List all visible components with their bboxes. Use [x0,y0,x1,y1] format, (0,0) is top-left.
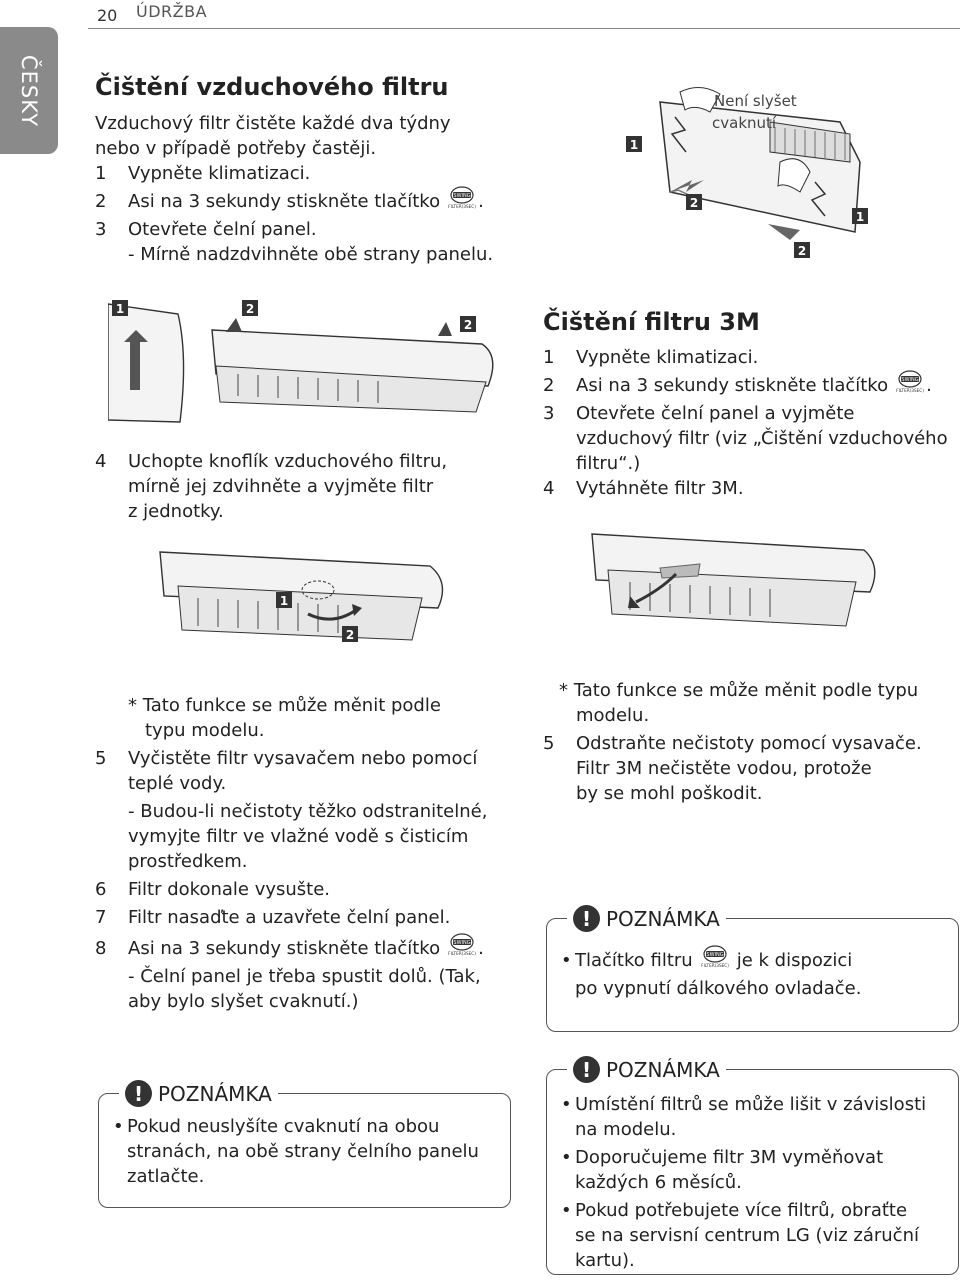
page-number: 20 [97,6,118,25]
svg-text:1: 1 [629,138,639,152]
step-text: Otevřete čelní panel a vyjměte [576,403,855,424]
note-body: • Tlačítko filtru SWING FILTER(3SEC) je k dispozici po vypnutí dálkového ovladače. [561,945,951,1001]
svg-text:SWING: SWING [901,377,919,383]
svg-text:2: 2 [345,628,355,642]
note-box-filter-button [546,906,959,1032]
svg-text:1: 1 [279,594,289,608]
step-text: Vytáhněte filtr 3M. [576,478,744,499]
step-end: . [478,191,484,212]
air-filter-intro [95,111,515,267]
step-text: Vypněte klimatizaci. [576,347,759,368]
swing-filter-button-icon [446,186,478,217]
note-text: je k dispozici [736,950,853,971]
warning-icon: ! [573,905,600,932]
step-number: 5 [95,748,107,769]
step-2 [95,186,515,217]
swing-filter-button-icon [894,370,926,401]
note-text-cont: každých 6 měsíců. [575,1172,742,1193]
swing-filter-button-icon [699,945,731,976]
step-1 [95,161,515,186]
svg-text:FILTER(3SEC): FILTER(3SEC) [700,963,729,968]
step-number: 3 [543,403,555,424]
step-text-cont: mírně jej zdvihněte a vyjměte filtr [128,476,434,497]
svg-text:2: 2 [463,318,473,332]
note-header [567,905,726,932]
footnote-line-2: modelu. [576,705,650,726]
warning-icon: ! [125,1080,152,1107]
step-text-cont: Filtr 3M nečistěte vodou, protože [576,758,872,779]
note-text-cont: stranách, na obě strany čelního panelu [127,1141,479,1162]
note-header [119,1080,278,1107]
filter-3m-steps [543,345,957,501]
step-5-sub: vymyjte filtr ve vlažné vodě s čisticím [128,826,469,847]
step-text: Asi na 3 sekundy stiskněte tlačítko [576,375,889,396]
warning-icon: ! [573,1056,600,1083]
filter-3m-title: Čištění filtru 3M [543,308,760,336]
footnote-line-1: * Tato funkce se může měnit podle [128,695,441,716]
step-number: 4 [95,451,107,472]
step-number: 1 [543,347,555,368]
remove-3m-filter-illustration [590,528,880,644]
step-text: Asi na 3 sekundy stiskněte tlačítko [128,191,441,212]
step-3-sub: - Mírně nadzdvihněte obě strany panelu. [128,244,494,265]
svg-text:SWING: SWING [706,952,724,958]
step-text-cont: by se mohl poškodit. [576,783,763,804]
note-box-click [98,1081,511,1208]
step-number: 4 [543,478,555,499]
step-number: 6 [95,879,107,900]
step-6 [95,877,520,902]
step-text: Uchopte knoflík vzduchového filtru, [128,451,448,472]
step-number: 2 [95,191,107,212]
note-text: Pokud neuslyšíte cvaknutí na obou [127,1116,440,1137]
step-5 [543,731,957,756]
svg-text:SWING: SWING [453,940,471,946]
note-text-cont: na modelu. [575,1119,677,1140]
note-text: Doporučujeme filtr 3M vyměňovat [575,1147,884,1168]
step-5 [95,746,520,771]
note-text: Tlačítko filtru [575,950,693,971]
step-number: 7 [95,907,107,928]
air-filter-title: Čištění vzduchového filtru [95,73,449,101]
filter-3m-steps-lower [543,678,957,806]
note-box-3m-filter [546,1057,959,1275]
note-text-cont: se na servisní centrum LG (viz záruční [575,1225,919,1246]
step-number: 3 [95,219,107,240]
step-text-cont: filtru“.) [576,453,641,474]
step-text: Filtr nasaďte a uzavřete čelní panel. [128,907,451,928]
note-header [567,1056,726,1083]
step-text: Filtr dokonale vysušte. [128,879,331,900]
note-title: POZNÁMKA [158,1081,272,1106]
header-rule [88,28,960,29]
step-end: . [478,938,484,959]
svg-text:2: 2 [797,244,807,258]
air-filter-steps-lower [95,693,520,1014]
note-text-cont: zatlačte. [127,1166,205,1187]
step-end: . [926,375,932,396]
svg-text:2: 2 [689,196,699,210]
step-3 [543,401,957,426]
svg-text:cvaknutí: cvaknutí [712,114,777,132]
step-1 [543,345,957,370]
step-5-sub: prostředkem. [128,851,248,872]
footnote-line-2: typu modelu. [145,720,265,741]
step-4 [543,476,957,501]
language-tab-label: ČESKY [17,54,41,127]
step-number: 2 [543,375,555,396]
step-number: 8 [95,938,107,959]
step-text: Vyčistěte filtr vysavačem nebo pomocí [128,748,478,769]
step-text: Vypněte klimatizaci. [128,163,311,184]
remove-air-filter-illustration [158,546,448,660]
step-8-sub: - Čelní panel je třeba spustit dolů. (Tak, [128,966,481,987]
step-text-cont: teplé vody. [128,773,227,794]
note-title: POZNÁMKA [606,906,720,931]
footnote-line-1: * Tato funkce se může měnit podle typu [559,680,919,701]
note-title: POZNÁMKA [606,1057,720,1082]
open-panel-illustration [600,82,870,272]
step-7 [95,905,520,930]
step-number: 5 [543,733,555,754]
note-text-cont: kartu). [575,1250,635,1271]
svg-text:FILTER(3SEC): FILTER(3SEC) [448,204,476,209]
language-tab [0,27,58,154]
step-text: Asi na 3 sekundy stiskněte tlačítko [128,938,441,959]
step-5-sub: - Budou-li nečistoty těžko odstranitelné, [128,801,488,822]
svg-text:FILTER(3SEC): FILTER(3SEC) [448,951,476,956]
svg-text:Není slyšet: Není slyšet [714,92,797,110]
note-text: Umístění filtrů se může lišit v závislosti [575,1094,927,1115]
step-text: Odstraňte nečistoty pomocí vysavače. [576,733,922,754]
step-text: Otevřete čelní panel. [128,219,317,240]
note-body: • Pokud neuslyšíte cvaknutí na obou stranách, na obě strany čelního panelu zatlačte. [113,1114,503,1189]
note-text: Pokud potřebujete více filtrů, obraťte [575,1200,908,1221]
step-2 [543,370,957,401]
svg-text:2: 2 [245,302,255,316]
step-4 [95,449,515,524]
svg-text:FILTER(3SEC): FILTER(3SEC) [896,388,924,393]
step-3 [95,217,515,242]
svg-text:1: 1 [855,210,865,224]
intro-line-1: Vzduchový filtr čistěte každé dva týdny [95,113,451,134]
lift-panel-illustration [108,296,498,436]
intro-line-2: nebo v případě potřeby častěji. [95,138,377,159]
step-text-cont: z jednotky. [128,501,224,522]
step-text-cont: vzduchový filtr (viz „Čištění vzduchového [576,428,948,449]
svg-text:SWING: SWING [453,193,471,199]
note-text-cont: po vypnutí dálkového ovladače. [575,978,862,999]
step-8-sub: aby bylo slyšet cvaknutí.) [128,991,359,1012]
step-8 [95,933,520,964]
section-label: ÚDRŽBA [136,2,208,21]
swing-filter-button-icon [446,933,478,964]
svg-text:1: 1 [115,302,125,316]
note-body: • Umístění filtrů se může lišit v závislosti na modelu. • Doporučujeme filtr 3M vyměňovat každých 6 měsíců. • Pokud potřebujete více filtrů, obraťte se na servisní centrum LG (viz záruční kartu). [561,1092,953,1273]
step-number: 1 [95,163,107,184]
